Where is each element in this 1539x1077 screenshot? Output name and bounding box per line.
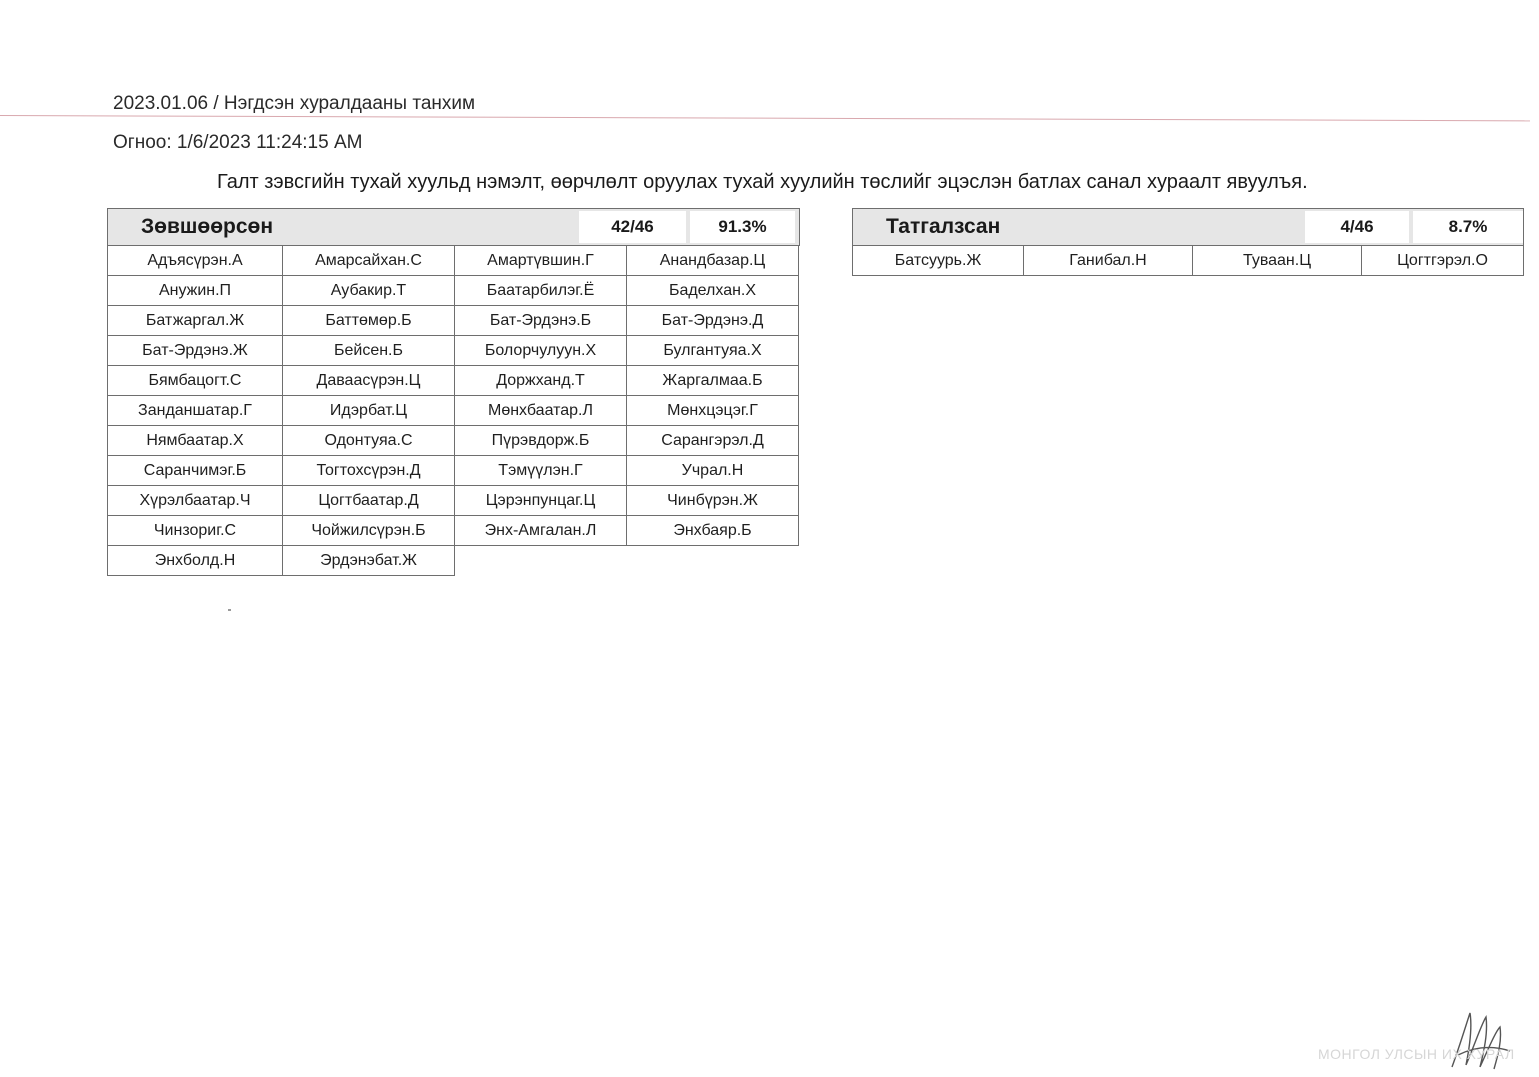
voter-name-cell: Бат-Эрдэнэ.Б	[455, 306, 627, 336]
voter-name-cell: Энхболд.Н	[108, 546, 283, 576]
voter-name-cell: Тэмүүлэн.Г	[455, 456, 627, 486]
rejected-header	[852, 208, 1524, 246]
voter-name-cell: Эрдэнэбат.Ж	[283, 546, 455, 576]
voter-name-cell: Сарангэрэл.Д	[627, 426, 799, 456]
voter-name-cell: Ганибал.Н	[1024, 246, 1193, 276]
voter-name-cell: Мөнхбаатар.Л	[455, 396, 627, 426]
voter-name-cell: Занданшатар.Г	[108, 396, 283, 426]
voter-name-cell: Мөнхцэцэг.Г	[627, 396, 799, 426]
rejected-names-grid	[852, 246, 1524, 276]
rejected-count: 4/46	[1305, 211, 1409, 243]
voter-name-cell: Амартүвшин.Г	[455, 246, 627, 276]
approved-percent: 91.3%	[690, 211, 795, 243]
voter-name-cell: Идэрбат.Ц	[283, 396, 455, 426]
voter-name-cell: Туваан.Ц	[1193, 246, 1362, 276]
voter-name-cell: Бейсен.Б	[283, 336, 455, 366]
voter-name-cell: Энхбаяр.Б	[627, 516, 799, 546]
voter-name-cell: Тогтохсүрэн.Д	[283, 456, 455, 486]
rejected-label: Татгалзсан	[886, 215, 1001, 238]
voter-name-cell: Нямбаатар.Х	[108, 426, 283, 456]
vote-datetime: Огноо: 1/6/2023 11:24:15 AM	[113, 132, 363, 153]
voter-name-cell: Жаргалмаа.Б	[627, 366, 799, 396]
voter-name-cell: Аубакир.Т	[283, 276, 455, 306]
approved-label: Зөвшөөрсөн	[141, 215, 274, 238]
voter-name-cell: Цогтгэрэл.О	[1362, 246, 1524, 276]
voter-name-cell: Пүрэвдорж.Б	[455, 426, 627, 456]
voter-name-cell: Чойжилсүрэн.Б	[283, 516, 455, 546]
voter-name-cell: Бат-Эрдэнэ.Д	[627, 306, 799, 336]
voter-name-cell: Бат-Эрдэнэ.Ж	[108, 336, 283, 366]
approved-count: 42/46	[579, 211, 686, 243]
approved-names-grid	[107, 246, 800, 576]
voter-name-cell: Саранчимэг.Б	[108, 456, 283, 486]
institution-watermark: МОНГОЛ УЛСЫН ИХ ХУРАЛ	[1318, 1046, 1515, 1062]
voter-name-cell: Баделхан.Х	[627, 276, 799, 306]
voter-name-cell: Даваасүрэн.Ц	[283, 366, 455, 396]
approved-header	[107, 208, 800, 246]
voter-name-cell: Батжаргал.Ж	[108, 306, 283, 336]
voter-name-cell: Чинзориг.С	[108, 516, 283, 546]
voter-name-cell: Учрал.Н	[627, 456, 799, 486]
voter-name-cell: Цэрэнпунцаг.Ц	[455, 486, 627, 516]
voter-name-cell: Цогтбаатар.Д	[283, 486, 455, 516]
signature-mark	[1440, 1005, 1520, 1075]
voter-name-cell: Энх-Амгалан.Л	[455, 516, 627, 546]
voter-name-cell: Булгантуяа.Х	[627, 336, 799, 366]
scan-speck	[228, 609, 231, 611]
rejected-votes-table	[852, 208, 1524, 276]
voter-name-cell: Амарсайхан.С	[283, 246, 455, 276]
voter-name-cell: Бямбацогт.С	[108, 366, 283, 396]
voter-name-cell: Баттөмөр.Б	[283, 306, 455, 336]
voter-name-cell: Хүрэлбаатар.Ч	[108, 486, 283, 516]
voter-name-cell: Болорчулуун.Х	[455, 336, 627, 366]
approved-votes-table	[107, 208, 800, 576]
voter-name-cell: Чинбүрэн.Ж	[627, 486, 799, 516]
voter-name-cell: Анандбазар.Ц	[627, 246, 799, 276]
voter-name-cell: Доржханд.Т	[455, 366, 627, 396]
session-title: 2023.01.06 / Нэгдсэн хуралдааны танхим	[113, 93, 476, 114]
voter-name-cell: Анужин.П	[108, 276, 283, 306]
header-divider	[0, 115, 1530, 121]
vote-subject: Галт зэвсгийн тухай хуульд нэмэлт, өөрчлөлт оруулах тухай хуулийн төслийг эцэслэн батлах санал хураалт явуулъя.	[217, 171, 1308, 193]
rejected-percent: 8.7%	[1413, 211, 1523, 243]
voter-name-cell: Адъясүрэн.А	[108, 246, 283, 276]
voter-name-cell: Баатарбилэг.Ё	[455, 276, 627, 306]
voter-name-cell: Батсуурь.Ж	[853, 246, 1024, 276]
voter-name-cell: Одонтуяа.С	[283, 426, 455, 456]
